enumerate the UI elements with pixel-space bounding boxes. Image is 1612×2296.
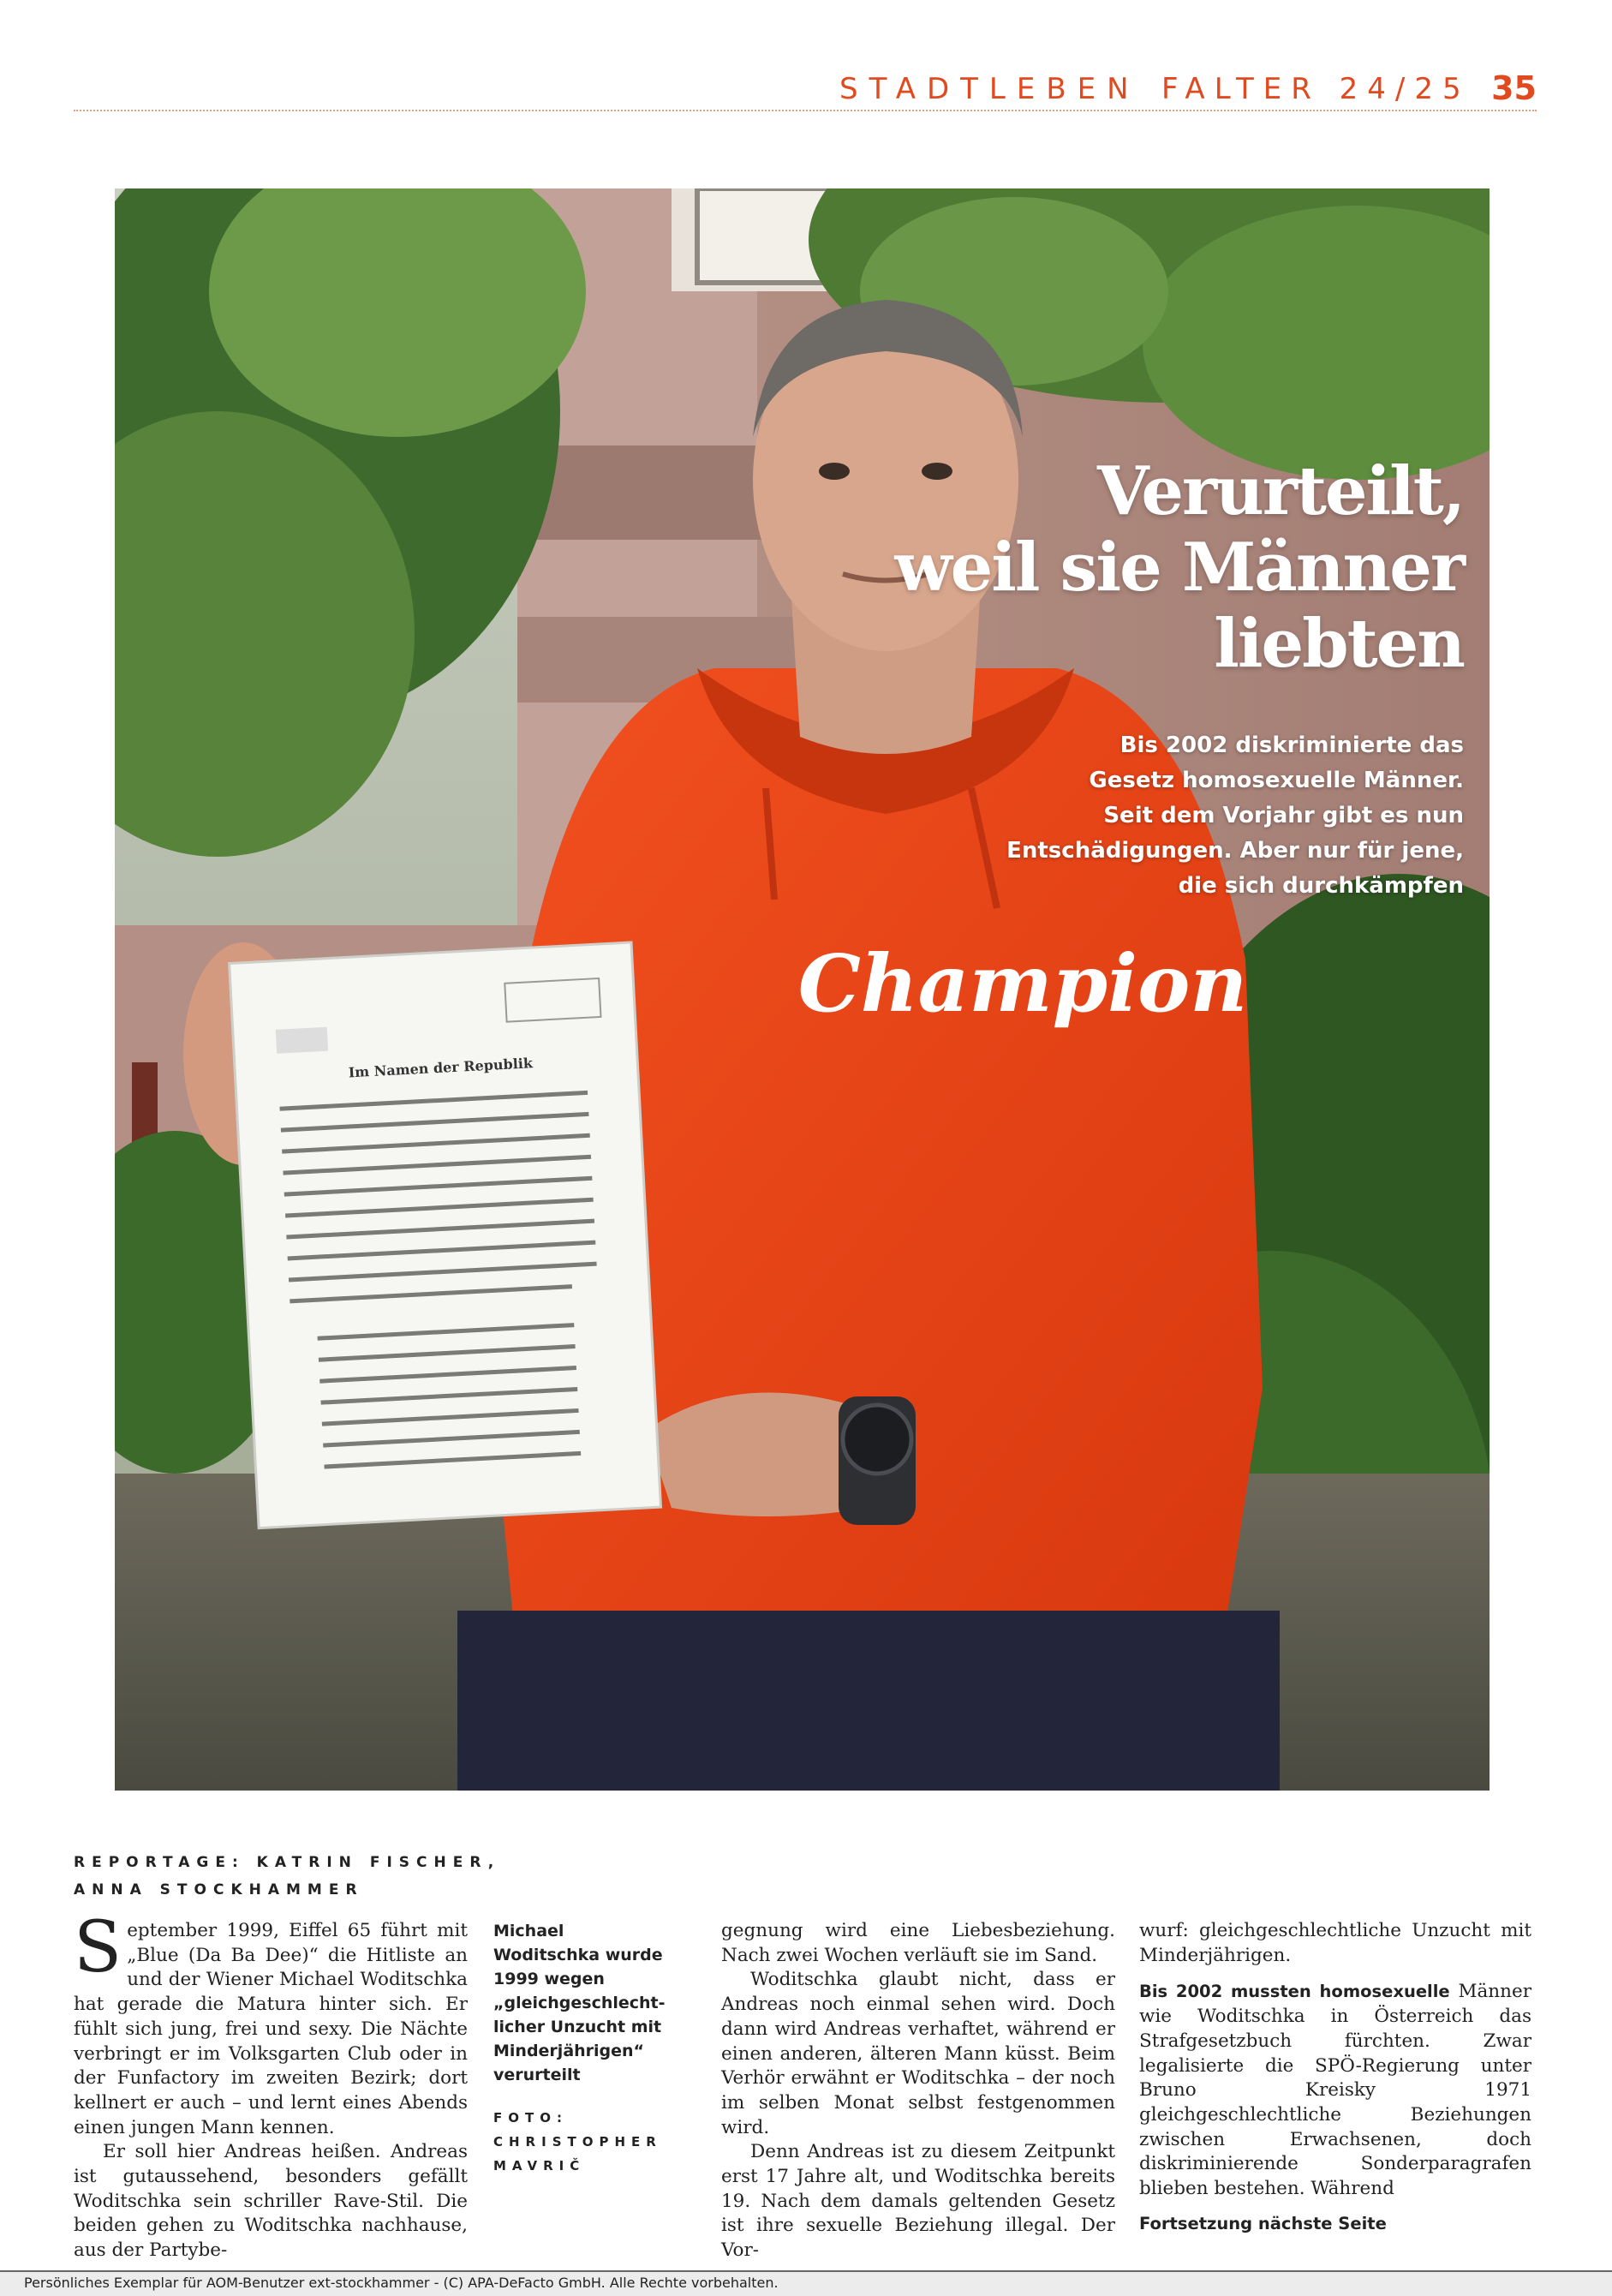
caption-text: Michael Woditschka wurde 1999 wegen „gleichgeschlecht-licher Unzucht mit Minderjährigen“ verurteilt <box>493 1922 666 2084</box>
article-column-2 <box>721 1919 1115 2263</box>
paragraph: gegnung wird eine Liebesbeziehung. Nach zwei Wochen verläuft sie im Sand. <box>721 1920 1115 1966</box>
paragraph: Bis 2002 mussten homosexuelle Männer wie Woditschka in Österreich das Strafgesetzbuch fürchten. Zwar legalisierte die SPÖ-Regierung unter Bruno Kreisky 1971 gleichgeschlechtliche Beziehungen zwischen Erwachsenen, doch diskriminierende Sonderparagrafen blieben bestehen. Während <box>1139 1981 1531 2200</box>
lead-line-5: die sich durchkämpfen <box>1178 873 1464 899</box>
photo-credit-label: FOTO: <box>493 2110 568 2126</box>
drop-cap: S <box>74 1907 122 1988</box>
lead-line-3: Seit dem Vorjahr gibt es nun <box>1103 803 1464 828</box>
lead-line-4: Entschädigungen. Aber nur für jene, <box>1006 838 1464 864</box>
hoodie-brand: Champion <box>797 937 1248 1030</box>
article-headline <box>813 454 1464 683</box>
section-title: STADTLEBEN <box>839 72 1140 106</box>
magazine-issue: FALTER 24/25 <box>1161 72 1471 106</box>
photo-credit <box>493 2106 673 2178</box>
paragraph-lead-in: Bis 2002 mussten homosexuelle <box>1139 1982 1450 2002</box>
byline-line-1: REPORTAGE: KATRIN FISCHER, <box>74 1854 501 1871</box>
copyright-footer: Persönliches Exemplar für AOM-Benutzer ext-stockhammer - (C) APA-DeFacto GmbH. Alle Rechte vorbehalten. <box>0 2270 1612 2296</box>
page-header <box>74 69 1537 111</box>
photographer-name: CHRISTOPHER MAVRIČ <box>493 2134 662 2173</box>
lead-line-1: Bis 2002 diskriminierte das <box>1119 732 1464 758</box>
photo-caption <box>493 1919 673 2178</box>
article-lead <box>984 728 1464 904</box>
paragraph: September 1999, Eiffel 65 führt mit „Blue (Da Ba Dee)“ die Hitliste an und der Wiener Michael Woditschka hat gerade die Matura hinter sich. Er fühlt sich jung, frei und sexy. Die Nächte verbringt er im Volksgarten Club oder in der Funfactory im zweiten Bezirk; dort kellnert er auch – und lernt eines Abends einen jungen Mann kennen. <box>74 1907 468 2138</box>
article-column-3 <box>1139 1919 1531 2236</box>
headline-line-3: liebten <box>1214 604 1464 683</box>
paragraph: wurf: gleichgeschlechtliche Unzucht mit Minderjährigen. <box>1139 1920 1531 1966</box>
paragraph: Denn Andreas ist zu diesem Zeitpunkt erst 17 Jahre alt, und Woditschka bereits 19. Nach dem damals geltenden Gesetz ist ihre sexuelle Beziehung illegal. Der Vor- <box>721 2141 1115 2262</box>
portrait-illustration <box>115 188 1490 1791</box>
paragraph: Woditschka glaubt nicht, dass er Andreas noch einmal sehen wird. Doch dann wird Andreas verhaftet, während er einen anderen, älteren Mann küsst. Beim Verhör erwähnt er Woditschka – der noch im selben Monat selbst festgenommen wird. <box>721 1969 1115 2138</box>
headline-line-1: Verurteilt, <box>1097 452 1464 530</box>
headline-line-2: weil sie Männer <box>894 528 1464 607</box>
byline-line-2: ANNA STOCKHAMMER <box>74 1881 364 1898</box>
page-number: 35 <box>1491 69 1537 107</box>
paragraph: Er soll hier Andreas heißen. Andreas ist gutaussehend, besonders gefällt Woditschka sein schriller Rave-Stil. Die beiden gehen zu Woditschka nachhause, aus der Partybe- <box>74 2141 468 2262</box>
document-heading: Im Namen der Republik <box>348 1055 534 1081</box>
byline <box>74 1849 553 1904</box>
feature-photo <box>115 188 1490 1791</box>
continued-note: Fortsetzung nächste Seite <box>1139 2213 1387 2233</box>
article-column-1 <box>74 1907 468 2263</box>
lead-line-2: Gesetz homosexuelle Männer. <box>1089 768 1464 793</box>
